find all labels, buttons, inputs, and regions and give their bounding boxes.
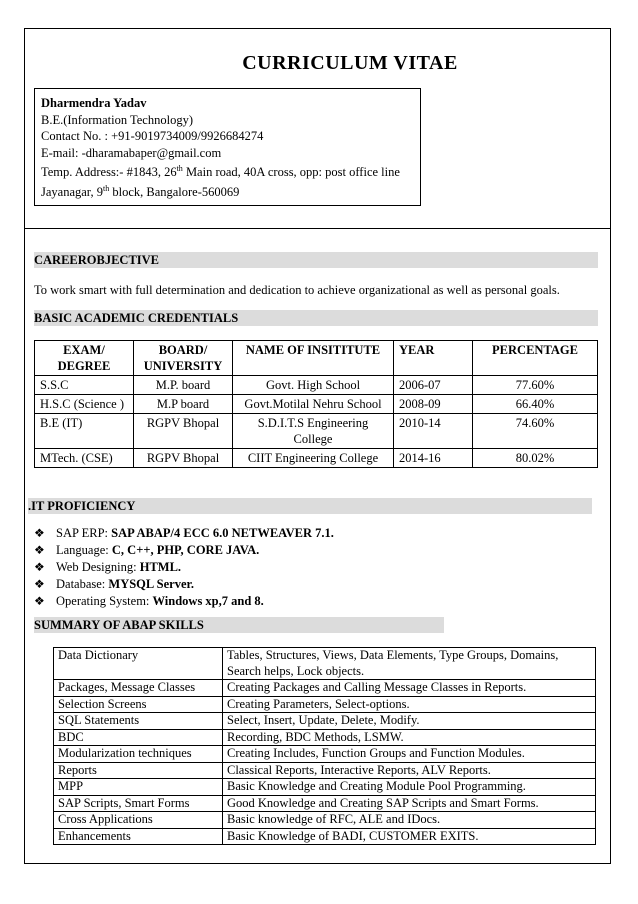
academic-heading: BASIC ACADEMIC CREDENTIALS [34, 310, 598, 326]
list-item: ❖ Operating System: Windows xp,7 and 8. [34, 594, 264, 608]
cell: 77.60% [473, 376, 598, 395]
list-item: ❖ Database: MYSQL Server. [34, 577, 195, 591]
cell: 80.02% [473, 449, 598, 468]
table-row [35, 449, 598, 468]
cell: Govt. High School [233, 376, 394, 395]
cell: SAP Scripts, Smart Forms [54, 795, 223, 812]
cell: Cross Applications [54, 812, 223, 829]
cell: Basic knowledge of RFC, ALE and IDocs. [223, 812, 596, 829]
cell: Recording, BDC Methods, LSMW. [223, 729, 596, 746]
career-objective-text: To work smart with full determination and dedication to achieve organizational as well as personal goals. [34, 283, 560, 297]
academic-header-row [35, 341, 598, 376]
cell: SQL Statements [54, 713, 223, 730]
col-board: BOARD/ UNIVERSITY [134, 341, 233, 376]
table-row [54, 762, 596, 779]
cell: Creating Includes, Function Groups and Function Modules. [223, 746, 596, 763]
cell: S.D.I.T.S Engineering College [233, 414, 394, 449]
page-title: CURRICULUM VITAE [242, 52, 458, 74]
cell: Reports [54, 762, 223, 779]
table-row [54, 795, 596, 812]
cell: BDC [54, 729, 223, 746]
cell: Creating Parameters, Select-options. [223, 696, 596, 713]
list-item: ❖ Web Designing: HTML. [34, 560, 182, 574]
table-row [35, 414, 598, 449]
academic-table [34, 340, 598, 468]
cell: Modularization techniques [54, 746, 223, 763]
table-row [54, 746, 596, 763]
cell: Basic Knowledge and Creating Module Pool Programming. [223, 779, 596, 796]
table-row [54, 812, 596, 829]
divider [24, 228, 611, 229]
address-line-1: Temp. Address:- #1843, 26th Main road, 40A cross, opp: post office line [41, 164, 400, 180]
table-row [54, 729, 596, 746]
list-item: ❖ SAP ERP: SAP ABAP/4 ECC 6.0 NETWEAVER 7.1. [34, 526, 334, 540]
diamond-bullet-icon: ❖ [34, 526, 45, 540]
diamond-bullet-icon: ❖ [34, 577, 45, 591]
cell: RGPV Bhopal [134, 449, 233, 468]
cell: M.P. board [134, 376, 233, 395]
cell: 2010-14 [394, 414, 473, 449]
career-objective-heading: CAREEROBJECTIVE [34, 252, 598, 268]
list-item: ❖ Language: C, C++, PHP, CORE JAVA. [34, 543, 260, 557]
table-row [54, 779, 596, 796]
table-row [54, 713, 596, 730]
cell: RGPV Bhopal [134, 414, 233, 449]
cell: Govt.Motilal Nehru School [233, 395, 394, 414]
cell: Tables, Structures, Views, Data Elements, Type Groups, Domains, Search helps, Lock objects. [223, 648, 596, 680]
abap-skills-heading: SUMMARY OF ABAP SKILLS [34, 617, 444, 633]
cell: 74.60% [473, 414, 598, 449]
col-year: YEAR [394, 341, 473, 376]
email: E-mail: -dharamabaper@gmail.com [41, 145, 222, 160]
col-percentage: PERCENTAGE [473, 341, 598, 376]
table-row [54, 648, 596, 680]
col-institute: NAME OF INSITITUTE [233, 341, 394, 376]
table-row [54, 696, 596, 713]
name: Dharmendra Yadav [41, 96, 147, 110]
cell: Select, Insert, Update, Delete, Modify. [223, 713, 596, 730]
abap-skills-table [53, 647, 596, 845]
table-row [54, 680, 596, 697]
cell: 2006-07 [394, 376, 473, 395]
col-exam: EXAM/ DEGREE [35, 341, 134, 376]
cell: M.P board [134, 395, 233, 414]
address-line-2: Jayanagar, 9th block, Bangalore-560069 [41, 183, 240, 199]
cell: Enhancements [54, 828, 223, 845]
diamond-bullet-icon: ❖ [34, 543, 45, 557]
degree: B.E.(Information Technology) [41, 112, 193, 127]
phone: Contact No. : +91-9019734009/9926684274 [41, 129, 264, 143]
it-proficiency-heading: .IT PROFICIENCY [28, 498, 592, 514]
cell: S.S.C [35, 376, 134, 395]
it-skills-list [34, 525, 334, 610]
cell: Good Knowledge and Creating SAP Scripts and Smart Forms. [223, 795, 596, 812]
diamond-bullet-icon: ❖ [34, 594, 45, 608]
cell: 2008-09 [394, 395, 473, 414]
cell: 66.40% [473, 395, 598, 414]
cell: H.S.C (Science ) [35, 395, 134, 414]
cell: Basic Knowledge of BADI, CUSTOMER EXITS. [223, 828, 596, 845]
cell: Selection Screens [54, 696, 223, 713]
table-row [35, 376, 598, 395]
contact-box [34, 88, 421, 206]
table-row [35, 395, 598, 414]
cell: 2014-16 [394, 449, 473, 468]
cell: Data Dictionary [54, 648, 223, 680]
cell: Packages, Message Classes [54, 680, 223, 697]
cell: MPP [54, 779, 223, 796]
cell: MTech. (CSE) [35, 449, 134, 468]
cell: Creating Packages and Calling Message Classes in Reports. [223, 680, 596, 697]
diamond-bullet-icon: ❖ [34, 560, 45, 574]
cell: B.E (IT) [35, 414, 134, 449]
cell: Classical Reports, Interactive Reports, ALV Reports. [223, 762, 596, 779]
table-row [54, 828, 596, 845]
cell: CIIT Engineering College [233, 449, 394, 468]
